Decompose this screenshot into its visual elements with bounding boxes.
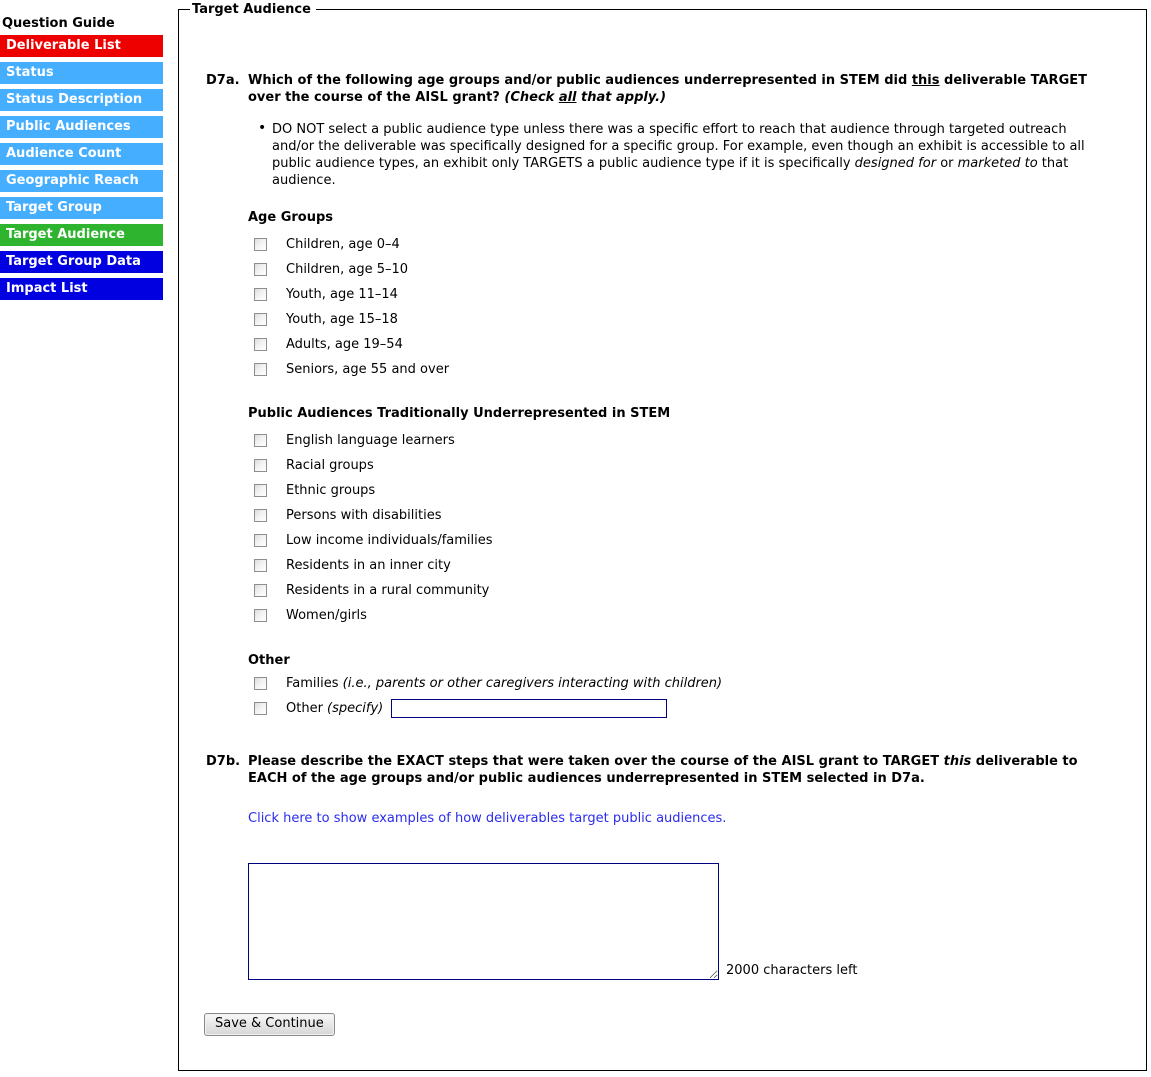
- sidebar-item-label: Target Group Data: [6, 254, 141, 269]
- families-row: [248, 671, 722, 696]
- families-label-note: (i.e., parents or other caregivers interacting with children): [342, 676, 723, 691]
- question-d7b-text: [248, 753, 1113, 787]
- question-d7a-number: D7a.: [206, 73, 240, 88]
- question-d7a-text: [248, 72, 1113, 106]
- public-audience-rows: [248, 428, 493, 628]
- sidebar-item-label: Status Description: [6, 92, 143, 107]
- d7b-text-part2: deliverable to EACH of the age groups and/or public audiences underrepresented in STEM selected in D7a.: [248, 754, 1078, 786]
- sidebar-item-audience-count[interactable]: [0, 143, 163, 165]
- checkbox[interactable]: [254, 459, 267, 472]
- checkbox-label: Residents in a rural community: [286, 583, 490, 598]
- question-d7b: [206, 753, 1113, 787]
- sidebar-item-deliverable-list[interactable]: [0, 35, 163, 57]
- d7b-answer-textarea[interactable]: [248, 863, 719, 980]
- checkbox-label: Adults, age 19–54: [286, 337, 403, 352]
- families-checkbox[interactable]: [254, 677, 267, 690]
- checkbox-row: [248, 357, 449, 382]
- checkbox-label: Ethnic groups: [286, 483, 376, 498]
- checkbox-row: [248, 332, 449, 357]
- sidebar-item-status[interactable]: [0, 62, 163, 84]
- d7a-text-part2: deliverable TARGET over the course of the AISL grant?: [248, 73, 1087, 105]
- checkbox-row: [248, 603, 493, 628]
- sidebar-item-geographic-reach[interactable]: [0, 170, 163, 192]
- checkbox[interactable]: [254, 288, 267, 301]
- public-audiences-heading: Public Audiences Traditionally Underrepresented in STEM: [248, 406, 671, 421]
- d7a-text-underlined: this: [911, 73, 940, 88]
- sidebar-item-label: Target Group: [6, 200, 102, 215]
- question-d7a: [206, 72, 1113, 106]
- d7a-note-post: that apply.): [576, 90, 667, 105]
- checkbox-row: [248, 307, 449, 332]
- question-guide-sidebar: [0, 16, 163, 305]
- checkbox-row: [248, 428, 493, 453]
- checkbox[interactable]: [254, 263, 267, 276]
- question-d7b-number: D7b.: [206, 754, 241, 769]
- d7a-instruction-bullet: [254, 121, 1110, 189]
- other-rows: [248, 671, 722, 721]
- checkbox[interactable]: [254, 509, 267, 522]
- panel-legend: Target Audience: [190, 1, 316, 18]
- sidebar-item-label: Deliverable List: [6, 38, 121, 53]
- checkbox-row: [248, 232, 449, 257]
- bullet-part3: that audience.: [272, 156, 1069, 188]
- sidebar-item-label: Audience Count: [6, 146, 122, 161]
- sidebar-item-label: Impact List: [6, 281, 88, 296]
- sidebar-item-impact-list[interactable]: [0, 278, 163, 300]
- bullet-italic1: designed for: [854, 156, 937, 171]
- checkbox-row: [248, 578, 493, 603]
- d7b-text-part1: Please describe the EXACT steps that were taken over the course of the AISL grant to TARGET: [248, 754, 944, 769]
- checkbox[interactable]: [254, 363, 267, 376]
- checkbox-row: [248, 528, 493, 553]
- checkbox[interactable]: [254, 338, 267, 351]
- sidebar-item-label: Target Audience: [6, 227, 125, 242]
- age-groups-heading: Age Groups: [248, 210, 334, 225]
- other-label: [286, 700, 383, 717]
- checkbox-row: [248, 553, 493, 578]
- target-audience-panel: [178, 2, 1147, 1071]
- checkbox-label: Women/girls: [286, 608, 367, 623]
- age-group-rows: [248, 232, 449, 382]
- sidebar-item-label: Public Audiences: [6, 119, 131, 134]
- d7b-text-emphasized: this: [943, 754, 972, 769]
- checkbox-label: Seniors, age 55 and over: [286, 362, 450, 377]
- show-examples-link[interactable]: Click here to show examples of how deliverables target public audiences.: [248, 811, 727, 826]
- checkbox[interactable]: [254, 534, 267, 547]
- checkbox-label: Persons with disabilities: [286, 508, 442, 523]
- d7a-text-part1: Which of the following age groups and/or public audiences underrepresented in STEM did: [248, 73, 912, 88]
- other-specify-row: [248, 696, 722, 721]
- characters-left-counter: 2000 characters left: [726, 963, 858, 978]
- other-label-text: Other: [286, 701, 328, 716]
- checkbox-row: [248, 503, 493, 528]
- checkbox[interactable]: [254, 238, 267, 251]
- sidebar-item-target-group[interactable]: [0, 197, 163, 219]
- checkbox[interactable]: [254, 313, 267, 326]
- d7a-note-pre: (Check: [504, 90, 559, 105]
- d7b-answer-block: [248, 863, 857, 980]
- other-label-note: (specify): [327, 701, 384, 716]
- checkbox-row: [248, 257, 449, 282]
- other-heading: Other: [248, 653, 290, 668]
- checkbox[interactable]: [254, 484, 267, 497]
- checkbox-label: Children, age 5–10: [286, 262, 409, 277]
- save-continue-button[interactable]: Save & Continue: [204, 1013, 335, 1036]
- bullet-italic2: marketed to: [957, 156, 1038, 171]
- sidebar-item-label: Geographic Reach: [6, 173, 139, 188]
- checkbox-label: Residents in an inner city: [286, 558, 451, 573]
- checkbox[interactable]: [254, 559, 267, 572]
- checkbox-label: Youth, age 11–14: [286, 287, 398, 302]
- sidebar-items: [0, 35, 163, 300]
- bullet-part2: or: [936, 156, 958, 171]
- d7a-note-underlined: all: [558, 90, 577, 105]
- checkbox-label: Low income individuals/families: [286, 533, 493, 548]
- bullet-part1: DO NOT select a public audience type unless there was a specific effort to reach that audience through targeted outreach and/or the deliverable was specifically designed for a specific group. For example, even though an exhibit is accessible to all public audience types, an exhibit only TARGETS a public audience type if it is specifically: [272, 122, 1085, 171]
- other-specify-input[interactable]: [391, 699, 667, 718]
- sidebar-item-status-description[interactable]: [0, 89, 163, 111]
- sidebar-item-public-audiences[interactable]: [0, 116, 163, 138]
- sidebar-item-label: Status: [6, 65, 54, 80]
- checkbox[interactable]: [254, 434, 267, 447]
- sidebar-title: Question Guide: [2, 16, 115, 31]
- checkbox-label: English language learners: [286, 433, 455, 448]
- families-label-text: Families: [286, 676, 343, 691]
- checkbox-row: [248, 478, 493, 503]
- checkbox-label: Children, age 0–4: [286, 237, 400, 252]
- families-label: [286, 675, 722, 692]
- checkbox[interactable]: [254, 584, 267, 597]
- checkbox-label: Racial groups: [286, 458, 374, 473]
- checkbox-row: [248, 282, 449, 307]
- checkbox-label: Youth, age 15–18: [286, 312, 398, 327]
- other-checkbox[interactable]: [254, 702, 267, 715]
- checkbox[interactable]: [254, 609, 267, 622]
- sidebar-item-target-audience[interactable]: [0, 224, 163, 246]
- checkbox-row: [248, 453, 493, 478]
- sidebar-item-target-group-data[interactable]: [0, 251, 163, 273]
